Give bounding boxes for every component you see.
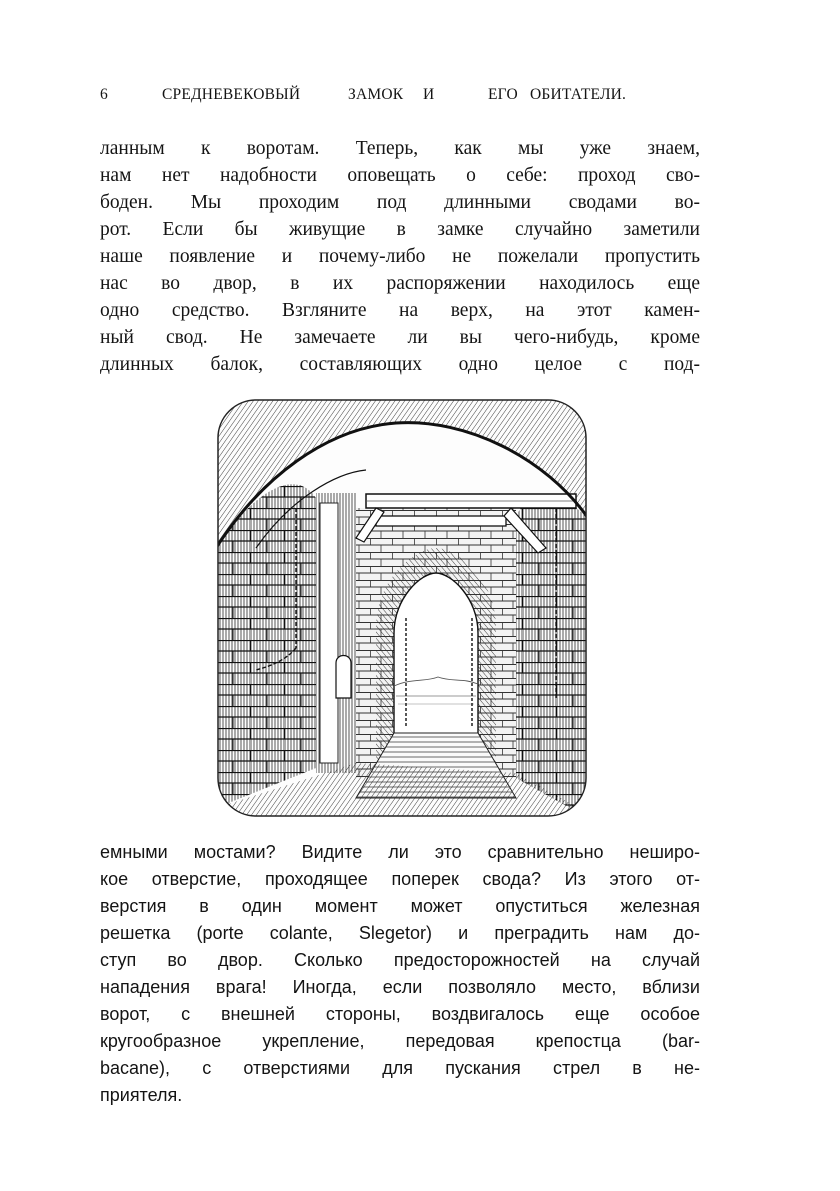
text-line: ланным к воротам. Теперь, как мы уже знаем, [100,138,700,159]
text-line: ступ во двор. Сколько предосторожностей на случай [100,950,700,970]
text-line: решетка (porte colante, Slegetor) и преградить нам до- [100,923,700,943]
text-line: нас во двор, в их распоряжении находилось еще [100,273,700,294]
text-line: ворот, с внешней стороны, воздвигалось еще особое [100,1004,700,1024]
castle-gate-illustration [216,398,588,818]
text-line: наше появление и почему-либо не пожелали пропустить [100,246,700,267]
text-line: нападения врага! Иногда, если позволяло место, вблизи [100,977,700,997]
text-line: нам нет надобности оповещать о себе: проход сво- [100,165,700,186]
text-line: ный свод. Не замечаете ли вы чего-нибудь, кроме [100,327,700,348]
text-line: емными мостами? Видите ли это сравнительно неширо- [100,842,700,862]
text-line: верстия в один момент может опуститься железная [100,896,700,916]
page-number: 6 [100,86,108,103]
text-line: bacane), с отверстиями для пускания стрел в не- [100,1058,700,1078]
text-line: кое отверстие, проходящее поперек свода? Из этого от- [100,869,700,889]
text-line: кругообразное укрепление, передовая крепостца (bar- [100,1031,700,1051]
header-word: ЗАМОК [348,86,404,103]
running-header [100,86,700,110]
text-line: рот. Если бы живущие в замке случайно заметили [100,219,700,240]
header-word: ОБИТАТЕЛИ. [530,86,627,103]
text-line: приятеля. [100,1085,183,1105]
engraving-svg [216,398,588,818]
header-word: ЕГО [488,86,518,103]
text-line: длинных балок, составляющих одно целое с под- [100,354,700,375]
text-line: боден. Мы проходим под длинными сводами во- [100,192,700,213]
header-word: СРЕДНЕВЕКОВЫЙ [162,86,301,103]
header-word: И [423,86,435,103]
text-line: одно средство. Взгляните на верх, на этот камен- [100,300,700,321]
